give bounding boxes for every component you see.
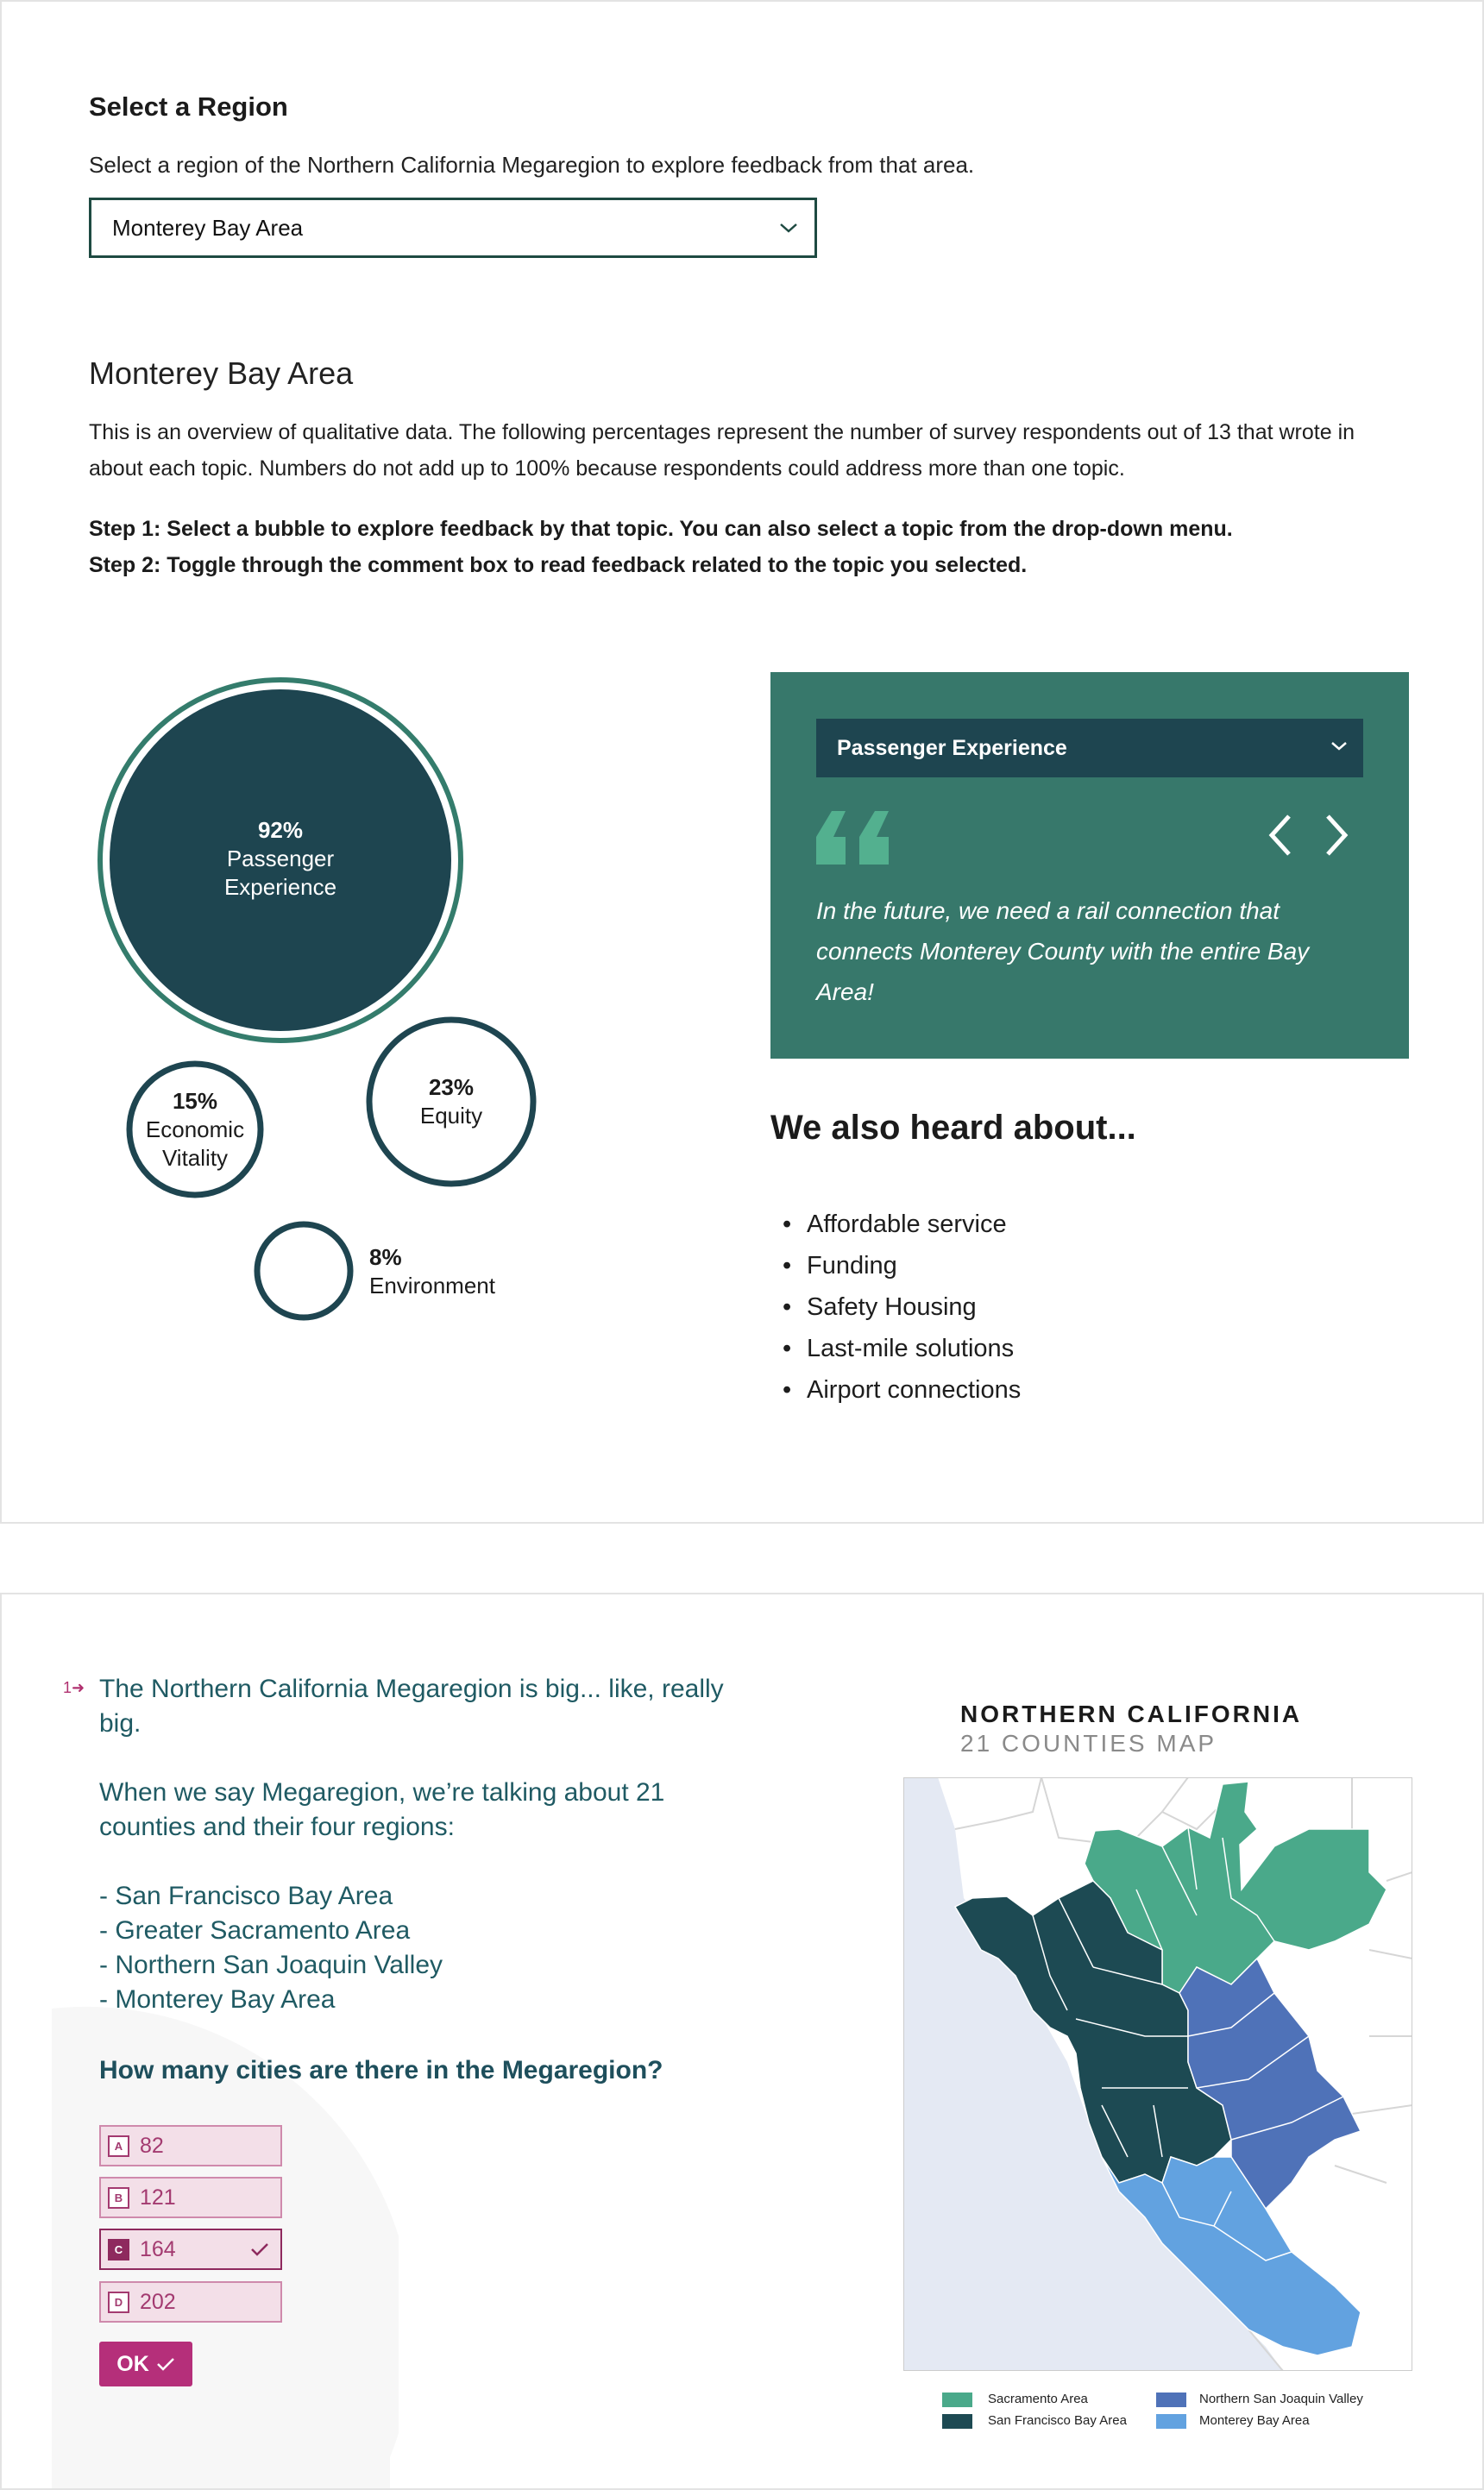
bubble-label-economic-vitality [109, 1087, 281, 1173]
ok-button[interactable] [99, 2342, 192, 2386]
region-heading: Select a Region [89, 91, 288, 122]
region-list-item: - San Francisco Bay Area [99, 1882, 393, 1910]
option-key: C [108, 2239, 129, 2260]
also-heard-list [783, 1204, 1021, 1411]
region-title: Monterey Bay Area [89, 355, 354, 391]
answer-option-b[interactable] [99, 2177, 282, 2218]
bubble-label-line: Experience [223, 874, 337, 900]
bubble-label-line: Environment [369, 1273, 495, 1298]
list-item: • Safety Housing [783, 1286, 1021, 1328]
list-item: • Funding [783, 1245, 1021, 1286]
next-comment-icon[interactable] [1319, 811, 1354, 859]
quote-mark-icon [816, 811, 890, 865]
legend-label: Sacramento Area [988, 2392, 1088, 2406]
map-title: NORTHERN CALIFORNIA [960, 1701, 1303, 1727]
topic-dropdown-value: Passenger Experience [837, 735, 1067, 760]
bubble-label-line: Equity [419, 1103, 483, 1129]
answer-option-a[interactable] [99, 2125, 282, 2166]
list-item: • Affordable service [783, 1204, 1021, 1245]
region-list-item: - Greater Sacramento Area [99, 1916, 411, 1945]
option-value: 121 [140, 2185, 176, 2210]
quiz-intro: The Northern California Megaregion is big... like, really big. [99, 1675, 724, 1738]
legend-swatch-san-joaquin [1156, 2393, 1186, 2407]
topic-dropdown[interactable] [816, 719, 1363, 777]
option-value: 82 [140, 2133, 164, 2158]
step-1: Step 1: Select a bubble to explore feedback by that topic. You can also select a topic from the drop-down menu. [89, 517, 1233, 541]
arrow-right-icon: ➜ [72, 1679, 85, 1696]
counties-map [903, 1777, 1412, 2371]
also-heard-heading: We also heard about... [770, 1109, 1136, 1147]
region-list-item: - Northern San Joaquin Valley [99, 1951, 443, 1979]
chevron-down-icon [778, 219, 799, 236]
region-list-item: - Monterey Bay Area [99, 1985, 336, 2014]
chevron-down-icon [1329, 738, 1349, 755]
bubble-label-line: Economic [145, 1116, 245, 1142]
bubble-label-equity [365, 1073, 538, 1130]
legend-swatch-sf-bay [942, 2414, 972, 2429]
bubble-pct: 92% [257, 817, 304, 843]
step-2: Step 2: Toggle through the comment box to read feedback related to the topic you selected. [89, 553, 1028, 577]
bubble-label-passenger-experience [177, 816, 384, 902]
region-dropdown-value: Monterey Bay Area [112, 214, 304, 241]
option-value: 164 [140, 2236, 176, 2261]
list-item: • Last-mile solutions [783, 1328, 1021, 1369]
panel-gap [0, 1524, 1484, 1593]
bubble-label-line: Passenger [226, 846, 335, 871]
legend-label: San Francisco Bay Area [988, 2413, 1127, 2428]
option-value: 202 [140, 2289, 176, 2314]
bubble-pct: 8% [369, 1244, 402, 1270]
legend-label: Northern San Joaquin Valley [1199, 2392, 1363, 2406]
overview-text: This is an overview of qualitative data. The following percentages represent the number of survey respondents out of 13 that wrote in about each topic. Numbers do not add up to 100% because respondents could address more than one topic. [89, 420, 1355, 481]
checkmark-icon [249, 2241, 270, 2258]
quiz-question: How many cities are there in the Megaregion? [99, 2056, 663, 2084]
legend-swatch-monterey [1156, 2414, 1186, 2429]
option-key: D [108, 2292, 129, 2313]
feedback-quote: In the future, we need a rail connection that connects Monterey County with the entire Bay Area! [816, 897, 1310, 1005]
list-item: • Airport connections [783, 1369, 1021, 1411]
bubble-environment[interactable] [257, 1224, 350, 1317]
checkmark-icon [156, 2356, 175, 2372]
quiz-intro-2: When we say Megaregion, we’re talking about 21 counties and their four regions: [99, 1778, 665, 1841]
legend-label: Monterey Bay Area [1199, 2413, 1310, 2428]
question-number-value: 1 [63, 1679, 72, 1696]
topic-bubbles [2, 2, 692, 1382]
question-number [63, 1679, 85, 1697]
previous-comment-icon[interactable] [1263, 811, 1298, 859]
bubble-label-line: Vitality [161, 1145, 229, 1171]
bubble-label-environment [369, 1243, 542, 1300]
region-description: Select a region of the Northern California Megaregion to explore feedback from that area. [89, 152, 975, 178]
legend-swatch-sacramento [942, 2393, 972, 2407]
answer-option-c[interactable] [99, 2229, 282, 2270]
option-key: B [108, 2187, 129, 2209]
bubble-pct: 15% [172, 1088, 218, 1114]
option-key: A [108, 2135, 129, 2157]
answer-option-d[interactable] [99, 2281, 282, 2323]
bubble-pct: 23% [428, 1074, 475, 1100]
ok-button-label: OK [116, 2351, 149, 2376]
map-subtitle: 21 COUNTIES MAP [960, 1730, 1217, 1757]
